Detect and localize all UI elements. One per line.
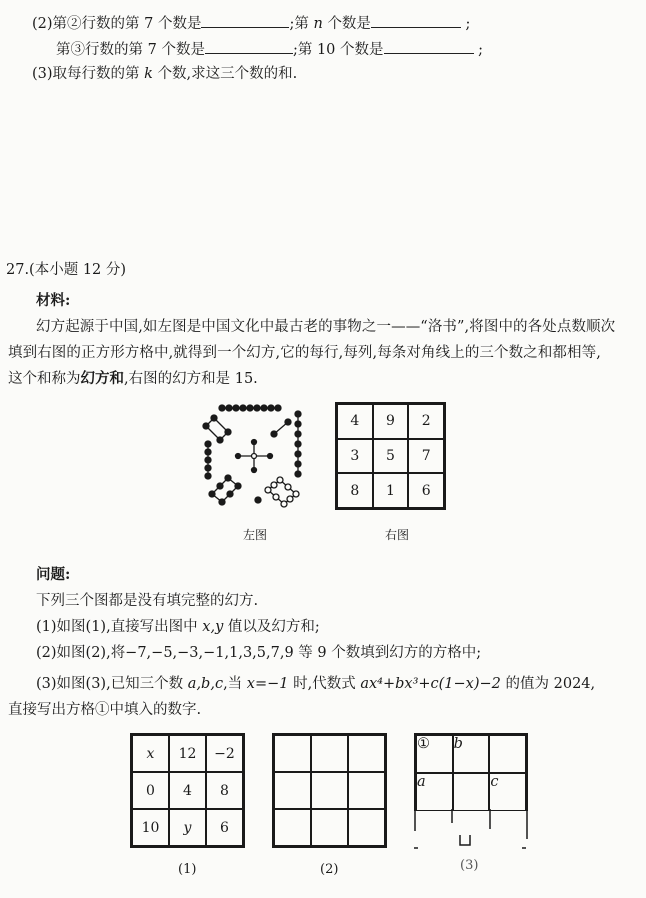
sub3-text: 时,代数式 <box>293 676 356 692</box>
material-label: 材料: <box>36 292 71 309</box>
sub-question-2: (2)如图(2),将−7,−5,−3,−1,1,3,5,7,9 等 9 个数填到幻方的方格中; <box>36 645 482 661</box>
fig1-cell: 12 <box>169 735 206 772</box>
fig2-cell <box>348 809 385 846</box>
q3-suffix: 个数,求这三个数的和. <box>157 66 298 82</box>
q27-heading: 27.(本小题 12 分) <box>6 262 127 278</box>
answer-blank <box>384 38 474 54</box>
fig3-cell: a <box>416 773 453 811</box>
material-para-line-2: 填到右图的正方形方格中,就得到一个幻方,它的每行,每列,每条对角线上的三个数之和都相等, <box>8 345 601 361</box>
magic-square-cell: 7 <box>408 439 444 474</box>
questions-label: 问题: <box>36 566 71 583</box>
fig2-cell <box>274 772 311 809</box>
q3-var: k <box>144 66 153 82</box>
q2-row2-suffix: 个数是 <box>327 16 371 32</box>
para-text: ,右图的幻方和是 15. <box>124 371 258 387</box>
q2-row3-line <box>56 38 483 60</box>
fig3-cell: b <box>453 735 490 773</box>
answer-blank <box>205 38 293 54</box>
sub3-text: 的值为 2024, <box>505 676 596 692</box>
sub1-vars: x,y <box>202 619 224 635</box>
fig1-cell: 8 <box>206 772 243 809</box>
fig2-cell <box>348 772 385 809</box>
left-figure-caption: 左图 <box>243 528 268 542</box>
luoshu-figure <box>198 400 308 512</box>
fig1-cell: −2 <box>206 735 243 772</box>
fig3-cell: c <box>489 773 526 811</box>
magic-square-cell: 1 <box>373 473 409 508</box>
answer-blank <box>371 12 461 28</box>
q2-end-mark: ; <box>478 42 484 58</box>
sub3-vars: a,b,c <box>187 676 224 692</box>
para-bold-term: 幻方和 <box>80 370 124 387</box>
sub-question-1 <box>36 617 320 637</box>
sub-question-3-line-2: 直接写出方格①中填入的数字. <box>8 702 202 718</box>
fig1-cell: x <box>132 735 169 772</box>
sub3-condition: x=−1 <box>246 676 289 692</box>
questions-intro: 下列三个图都是没有填完整的幻方. <box>36 593 259 609</box>
fig1-cell: 4 <box>169 772 206 809</box>
sub1-text: (1)如图(1),直接写出图中 <box>36 619 198 635</box>
sub3-text: ,当 <box>223 676 243 692</box>
sub-question-3 <box>36 674 595 694</box>
fig2-cell <box>311 809 348 846</box>
fig3-cell <box>489 735 526 773</box>
figure-2-grid <box>272 733 387 848</box>
magic-square-cell: 2 <box>408 404 444 439</box>
q2-row2-mid: ;第 <box>289 16 309 32</box>
fig1-cell: y <box>169 809 206 846</box>
magic-square-cell: 4 <box>337 404 373 439</box>
q2-row2-var: n <box>313 16 323 32</box>
fig1-cell: 10 <box>132 809 169 846</box>
figure-1-grid <box>130 733 245 848</box>
magic-square-cell: 6 <box>408 473 444 508</box>
figure-3-grid <box>414 733 528 848</box>
fig2-cell <box>274 735 311 772</box>
right-figure-caption: 右图 <box>385 528 410 542</box>
fig2-cell <box>274 809 311 846</box>
magic-square-cell: 9 <box>373 404 409 439</box>
fig2-cell <box>348 735 385 772</box>
answer-blank <box>201 12 289 28</box>
fig3-upper-rows <box>414 733 528 811</box>
fig3-faded-bottom <box>414 809 528 849</box>
q3-line <box>32 64 297 84</box>
fig1-cell: 0 <box>132 772 169 809</box>
q3-prefix: (3)取每行数的第 <box>32 66 140 82</box>
q2-row3-mid: ;第 10 个数是 <box>292 42 384 58</box>
figure-3-caption: (3) <box>460 858 479 873</box>
fig2-cell <box>311 772 348 809</box>
magic-square-grid <box>335 402 446 510</box>
q2-row2-prefix: (2)第②行数的第 7 个数是 <box>32 16 202 32</box>
fig2-cell <box>311 735 348 772</box>
fig3-cell <box>453 773 490 811</box>
sub1-text: 值以及幻方和; <box>227 619 320 635</box>
para-text: 这个和称为 <box>8 371 81 387</box>
fig1-cell: 6 <box>206 809 243 846</box>
q2-end-mark: ; <box>465 16 471 32</box>
figure-1-caption: (1) <box>178 862 197 877</box>
material-para-line-1: 幻方起源于中国,如左图是中国文化中最古老的事物之一——“洛书”,将图中的各处点数顺次 <box>36 319 616 335</box>
fig3-cell: ① <box>416 735 453 773</box>
material-para-line-3 <box>8 369 258 389</box>
q2-row2-line <box>32 12 470 34</box>
figure-2-caption: (2) <box>320 862 339 877</box>
q2-row3-prefix: 第③行数的第 7 个数是 <box>56 42 205 58</box>
sub3-text: (3)如图(3),已知三个数 <box>36 676 184 692</box>
magic-square-cell: 8 <box>337 473 373 508</box>
magic-square-cell: 3 <box>337 439 373 474</box>
magic-square-cell: 5 <box>373 439 409 474</box>
sub3-expression: ax⁴+bx³+c(1−x)−2 <box>360 676 501 692</box>
